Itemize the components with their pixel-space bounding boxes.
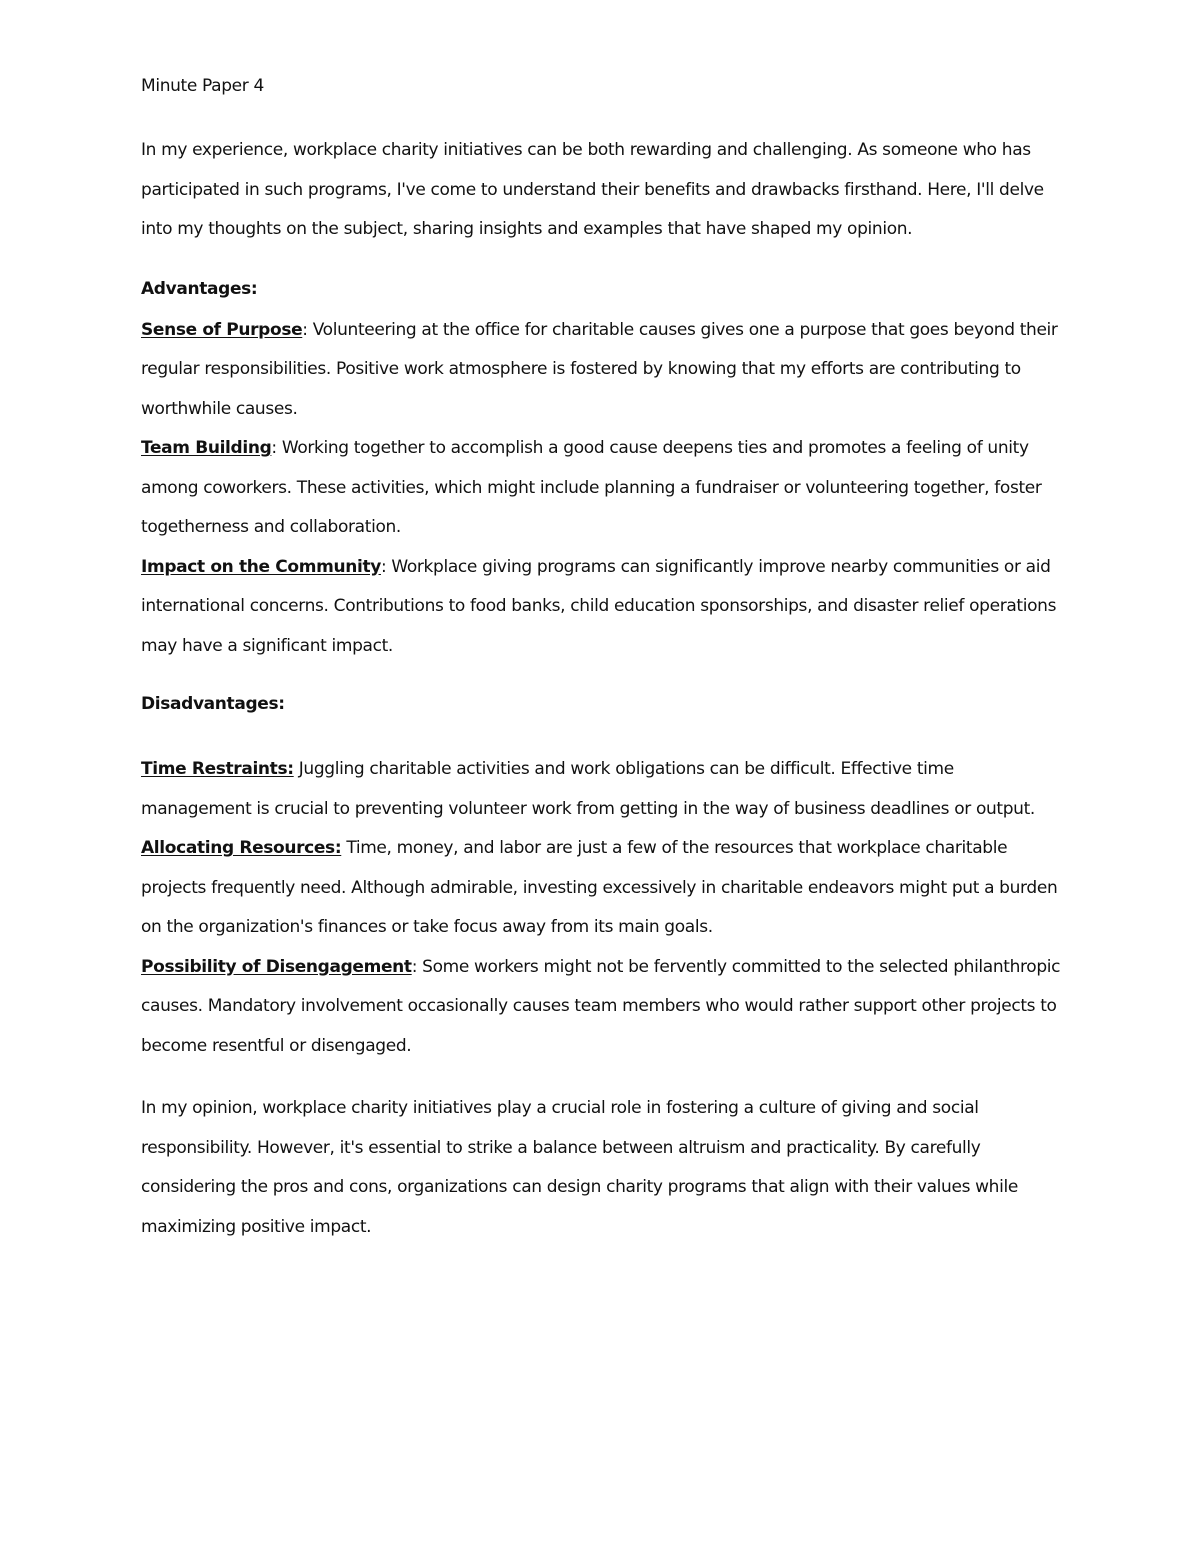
intro-paragraph: In my experience, workplace charity initiatives can be both rewarding and challenging. As someone who has participated in such programs, I've come to understand their benefits and drawbacks firsthand. Here, I'll delve into my thoughts on the subject, sharing insights and examples that have shaped my opinion. — [141, 140, 1044, 239]
document-body — [141, 72, 1066, 1247]
advantage-term: Sense of Purpose — [141, 319, 303, 340]
advantage-text: Workplace giving programs can significantly improve nearby communities or aid international concerns. Contributions to food banks, child education sponsorships, and disaster relief operations may have a significant impact. — [141, 556, 1057, 656]
disadvantages-heading: Disadvantages: — [141, 694, 285, 714]
disadvantage-text: Some workers might not be fervently committed to the selected philanthropic causes. Mandatory involvement occasionally causes team members who would rather support other projects to become resentful or disengaged. — [141, 956, 1061, 1056]
conclusion-paragraph: In my opinion, workplace charity initiatives play a crucial role in fostering a culture of giving and social responsibility. However, it's essential to strike a balance between altruism and practicality. By carefully considering the pros and cons, organizations can design charity programs that align with their values while maximizing positive impact. — [141, 1098, 1018, 1237]
term-separator: : — [271, 438, 277, 458]
term-separator: : — [302, 319, 308, 340]
term-separator: : — [411, 956, 418, 977]
disadvantage-term: Allocating Resources: — [141, 838, 342, 858]
advantage-text: Volunteering at the office for charitable causes gives one a purpose that goes beyond their regular responsibilities. Positive work atmosphere is fostered by knowing that my efforts are contributing to worthwhile causes. — [141, 319, 1058, 419]
advantage-item-impact-on-community — [141, 548, 1066, 667]
disadvantage-item-disengagement — [141, 948, 1066, 1067]
disadvantage-text: Time, money, and labor are just a few of the resources that workplace charitable projects frequently need. Although admirable, investing excessively in charitable endeavors might put a burden on the organization's finances or take focus away from its main goals. — [141, 838, 1058, 937]
advantage-item-team-building — [141, 429, 1066, 548]
advantage-term: Impact on the Community — [141, 556, 381, 577]
term-separator: : — [380, 556, 387, 577]
advantage-text: Working together to accomplish a good cause deepens ties and promotes a feeling of unity among coworkers. These activities, which might include planning a fundraiser or volunteering together, foster togetherness and collaboration. — [141, 438, 1042, 537]
advantages-heading: Advantages: — [141, 278, 258, 299]
disadvantage-term: Time Restraints: — [141, 759, 294, 779]
advantage-term: Team Building — [141, 438, 272, 458]
document-header: Minute Paper 4 — [141, 76, 264, 96]
disadvantage-term: Possibility of Disengagement — [141, 956, 412, 977]
advantage-item-sense-of-purpose — [141, 311, 1066, 430]
disadvantage-item-time-restraints — [141, 750, 1066, 829]
disadvantage-item-allocating-resources — [141, 829, 1066, 948]
disadvantage-text: Juggling charitable activities and work obligations can be difficult. Effective time management is crucial to preventing volunteer work from getting in the way of business deadlines or output. — [141, 759, 1035, 819]
